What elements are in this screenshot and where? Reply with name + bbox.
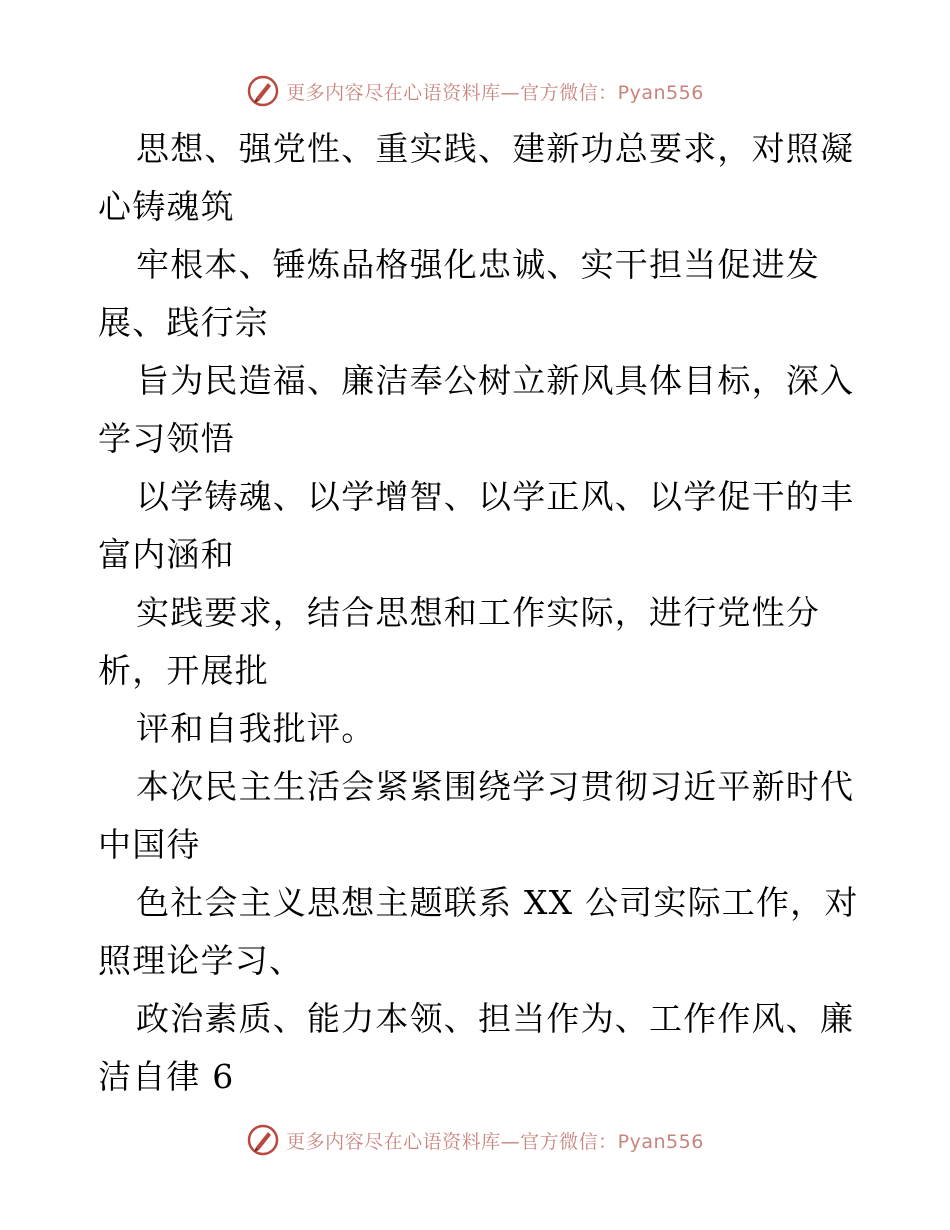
text-line: 色社会主义思想主题联系 XX 公司实际工作，对 [136, 883, 859, 922]
pen-logo-icon [246, 1123, 280, 1157]
watermark-text: 更多内容尽在心语资料库—官方微信：Pyan556 [286, 1130, 704, 1153]
footer-watermark [0, 1120, 950, 1160]
text-line: 以学铸魂、以学增智、以学正风、以学促干的丰 [136, 477, 855, 516]
text-line: 析，开展批 [98, 651, 269, 690]
text-line: 实践要求，结合思想和工作实际，进行党性分 [136, 593, 820, 632]
text-line: 评和自我批评。 [136, 709, 376, 748]
text-line: 洁自律 6 [98, 1057, 235, 1096]
text-line: 展、践行宗 [98, 303, 269, 342]
text-line: 牢根本、锤炼品格强化忠诚、实干担当促进发 [136, 245, 820, 284]
pen-logo-icon [246, 74, 280, 108]
text-line: 政治素质、能力本领、担当作为、工作作风、廉 [136, 999, 855, 1038]
text-line: 本次民主生活会紧紧围绕学习贯彻习近平新时代 [136, 767, 855, 806]
document-body [98, 120, 858, 1106]
text-line: 照理论学习、 [98, 941, 304, 980]
text-line: 学习领悟 [98, 419, 235, 458]
watermark-text: 更多内容尽在心语资料库—官方微信：Pyan556 [286, 81, 704, 104]
text-line: 旨为民造福、廉洁奉公树立新风具体目标，深入 [136, 361, 855, 400]
text-line: 中国待 [98, 825, 201, 864]
text-line: 思想、强党性、重实践、建新功总要求，对照凝 [136, 129, 855, 168]
header-watermark [0, 71, 950, 111]
text-line: 心铸魂筑 [98, 187, 235, 226]
text-line: 富内涵和 [98, 535, 235, 574]
